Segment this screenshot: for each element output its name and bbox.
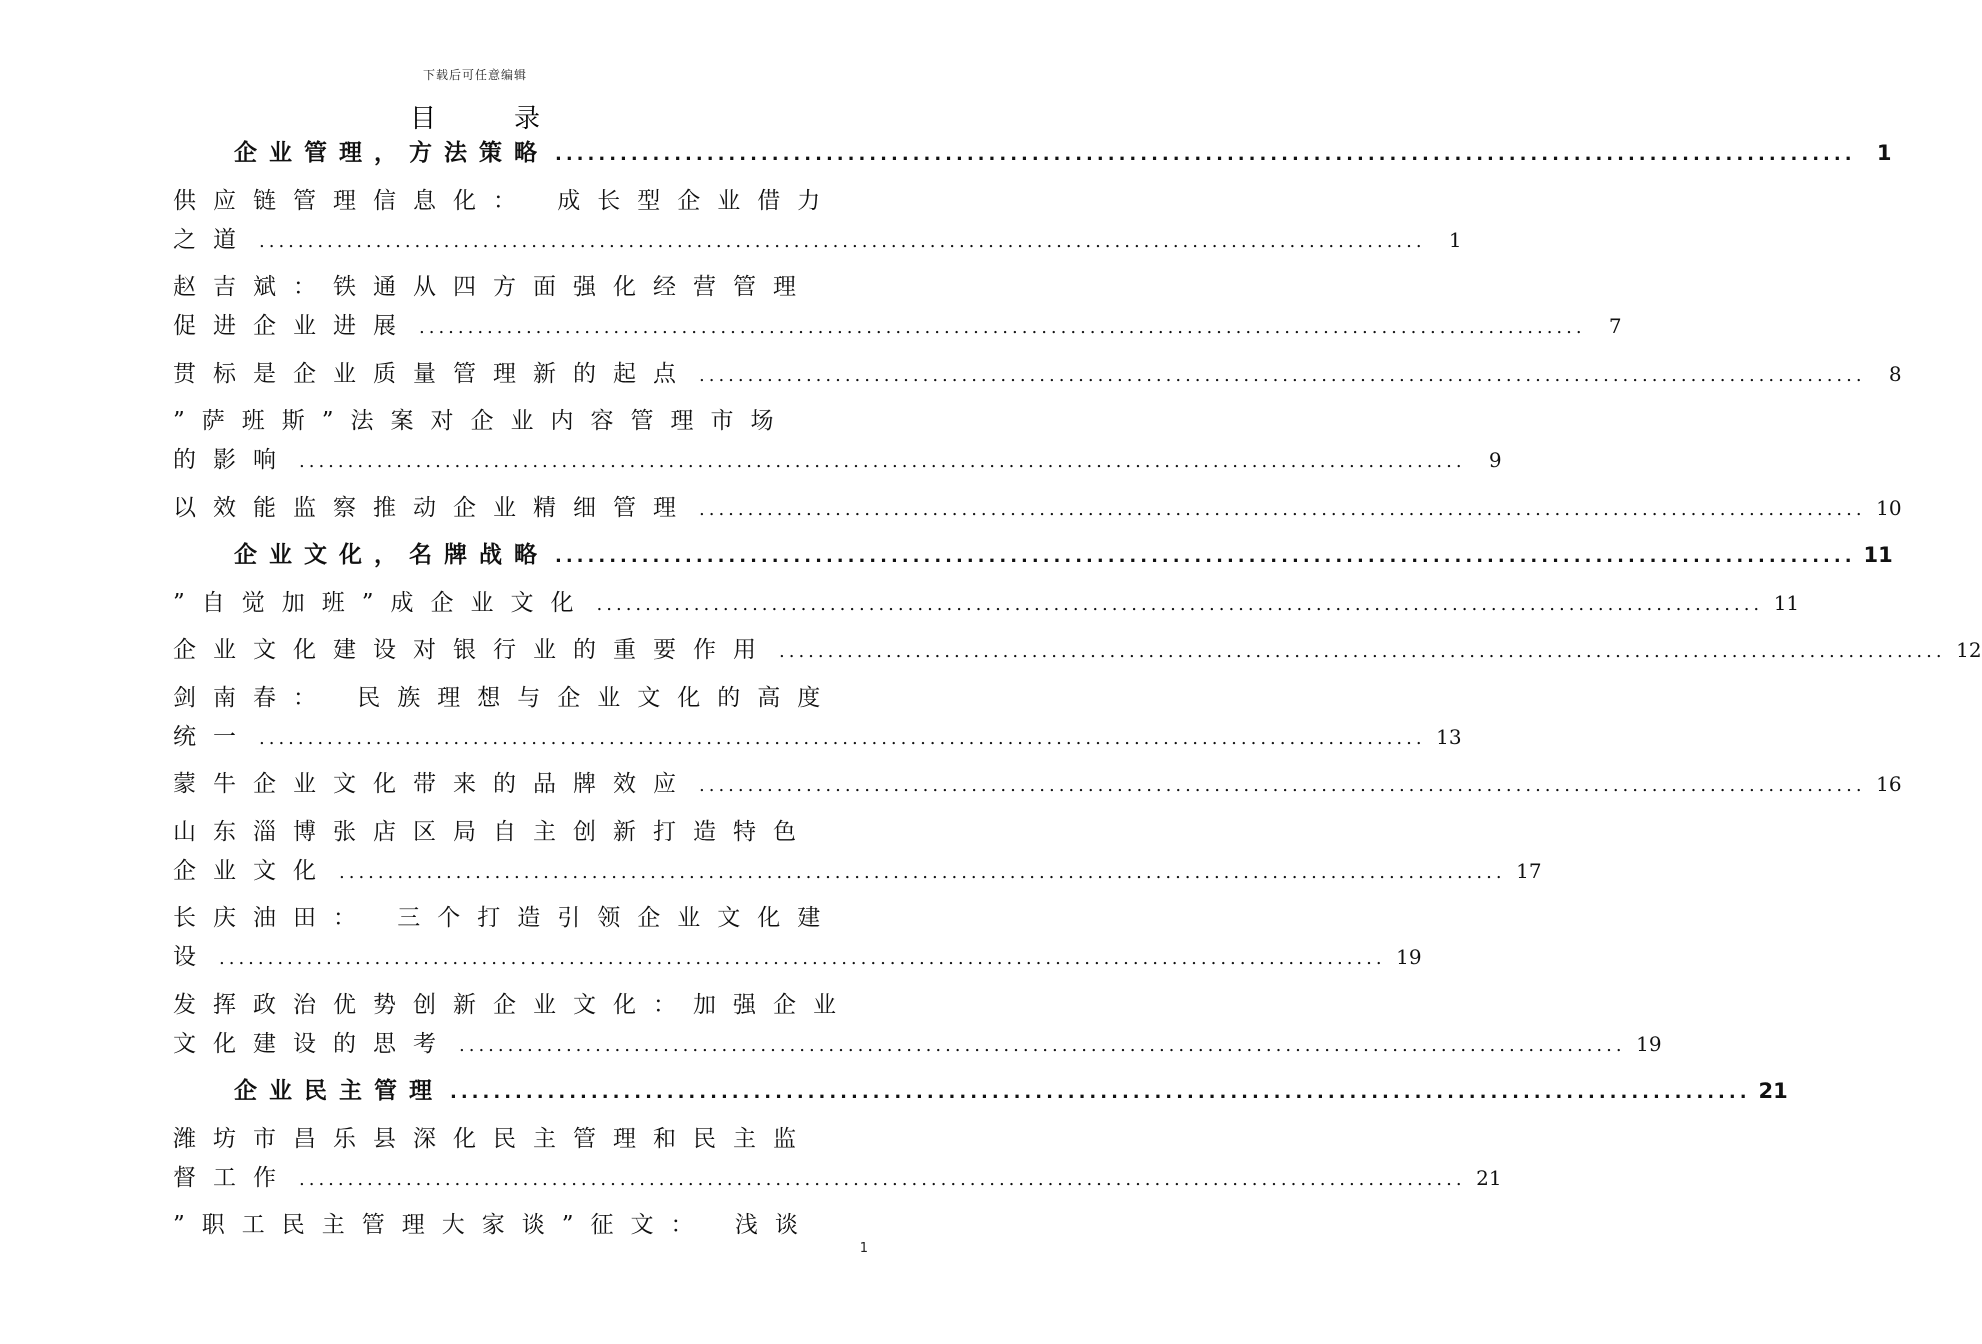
toc-entry-text: 之道: [173, 227, 253, 253]
toc-page-number: 9: [1488, 448, 1502, 472]
toc-page-number: 21: [1758, 1079, 1788, 1103]
leader-dots: ........................................................................................................................: [699, 775, 1866, 796]
leader-dots: ........................................................................................................................: [219, 948, 1386, 969]
toc-entry-line[interactable]: [173, 406, 829, 436]
leader-dots: ........................................................................................................................: [299, 1169, 1466, 1190]
leader-dots: ........................................................................................................................: [259, 231, 1426, 252]
toc-entry-text: 长庆油田： 三个打造引领企业文化建: [173, 905, 838, 931]
toc-entry[interactable]: [173, 311, 1622, 341]
toc-entry-text: 企业文化，名牌战略: [234, 542, 549, 568]
toc-entry-line[interactable]: [173, 817, 829, 847]
toc-page-number: 7: [1608, 314, 1622, 338]
toc-entry-text: 促进企业进展: [173, 313, 413, 339]
toc-entry-text: 的影响: [173, 447, 293, 473]
toc-page-number: 19: [1396, 945, 1422, 969]
leader-dots: ........................................................................................................................: [596, 594, 1764, 615]
leader-dots: ........................................................................................................................: [299, 451, 1466, 472]
toc-entry-text: ”自觉加班”成企业文化: [173, 590, 591, 616]
toc-page-number: 1: [1448, 228, 1462, 252]
toc-entry-text: 赵吉斌：铁通从四方面强化经营管理: [173, 274, 813, 300]
toc-page-number: 13: [1436, 725, 1462, 749]
leader-dots: ........................................................................................................................: [339, 862, 1506, 883]
toc-entry-line[interactable]: [173, 903, 838, 933]
toc-entry-line[interactable]: [173, 1210, 829, 1240]
page-header: 下载后可任意编辑: [422, 68, 527, 82]
toc-entry-text: 以效能监察推动企业精细管理: [173, 495, 693, 521]
toc-entry-text: 潍坊市昌乐县深化民主管理和民主监: [173, 1126, 813, 1152]
toc-entry-line[interactable]: [173, 272, 829, 302]
leader-dots: ........................................................................................................................: [555, 546, 1856, 567]
toc-page-number: 12: [1956, 638, 1982, 662]
toc-title-left: 目: [409, 104, 436, 134]
toc-entry-text: 山东淄博张店区局自主创新打造特色: [173, 819, 813, 845]
toc-entry-text: 供应链管理信息化： 成长型企业借力: [173, 188, 838, 214]
toc-entry-text: 企业管理，方法策略: [234, 140, 549, 166]
leader-dots: ........................................................................................................................: [419, 317, 1586, 338]
toc-entry-text: ”职工民主管理大家谈”征文： 浅谈: [173, 1212, 815, 1238]
toc-entry[interactable]: [173, 942, 1422, 972]
toc-page-number: 19: [1636, 1032, 1662, 1056]
toc-entry[interactable]: [173, 856, 1542, 886]
toc-entry-text: 督工作: [173, 1165, 293, 1191]
toc-page-number: 11: [1773, 591, 1800, 615]
toc-entry-text: 统一: [173, 724, 253, 750]
toc-section-heading[interactable]: [234, 540, 1893, 570]
toc-entry-line[interactable]: [173, 1124, 829, 1154]
page-number: 1: [859, 1241, 868, 1256]
toc-entry[interactable]: [173, 1029, 1662, 1059]
toc-page-number: 21: [1476, 1166, 1502, 1190]
toc-entry-line[interactable]: [173, 683, 838, 713]
toc-entry[interactable]: [173, 493, 1902, 523]
toc-entry[interactable]: [173, 769, 1902, 799]
toc-entry[interactable]: [173, 225, 1462, 255]
toc-section-heading[interactable]: [234, 138, 1892, 168]
leader-dots: ........................................................................................................................: [699, 499, 1866, 520]
toc-entry[interactable]: [173, 635, 1982, 665]
leader-dots: ........................................................................................................................: [259, 728, 1426, 749]
toc-entry-text: 发挥政治优势创新企业文化：加强企业: [173, 992, 853, 1018]
toc-page-number: 16: [1876, 772, 1902, 796]
toc-entry-line[interactable]: [173, 186, 838, 216]
toc-entry-text: 贯标是企业质量管理新的起点: [173, 361, 693, 387]
toc-entry-text: 文化建设的思考: [173, 1031, 453, 1057]
toc-entry-text: 企业文化: [173, 858, 333, 884]
toc-page-number: 10: [1876, 496, 1902, 520]
toc-entry[interactable]: [173, 359, 1902, 389]
toc-entry[interactable]: [173, 1163, 1502, 1193]
toc-title: [0, 98, 950, 135]
leader-dots: ........................................................................................................................: [555, 144, 1856, 165]
toc-entry-text: ”萨班斯”法案对企业内容管理市场: [173, 408, 791, 434]
toc-entry-line[interactable]: [173, 990, 853, 1020]
toc-page-number: 1: [1876, 141, 1892, 165]
leader-dots: ........................................................................................................................: [779, 641, 1946, 662]
toc-page-number: 17: [1516, 859, 1542, 883]
leader-dots: ........................................................................................................................: [459, 1035, 1626, 1056]
toc-entry[interactable]: [173, 588, 1800, 618]
toc-title-right: 录: [514, 104, 541, 134]
toc-page-number: 11: [1863, 543, 1893, 567]
leader-dots: ........................................................................................................................: [450, 1082, 1751, 1103]
toc-section-heading[interactable]: [234, 1076, 1788, 1106]
toc-entry-text: 剑南春： 民族理想与企业文化的高度: [173, 685, 838, 711]
toc-entry[interactable]: [173, 445, 1502, 475]
toc-page-number: 8: [1888, 362, 1902, 386]
leader-dots: ........................................................................................................................: [699, 365, 1866, 386]
toc-entry-text: 蒙牛企业文化带来的品牌效应: [173, 771, 693, 797]
toc-entry-text: 设: [173, 944, 213, 970]
toc-entry-text: 企业民主管理: [234, 1078, 444, 1104]
toc-entry-text: 企业文化建设对银行业的重要作用: [173, 637, 773, 663]
toc-entry[interactable]: [173, 722, 1462, 752]
